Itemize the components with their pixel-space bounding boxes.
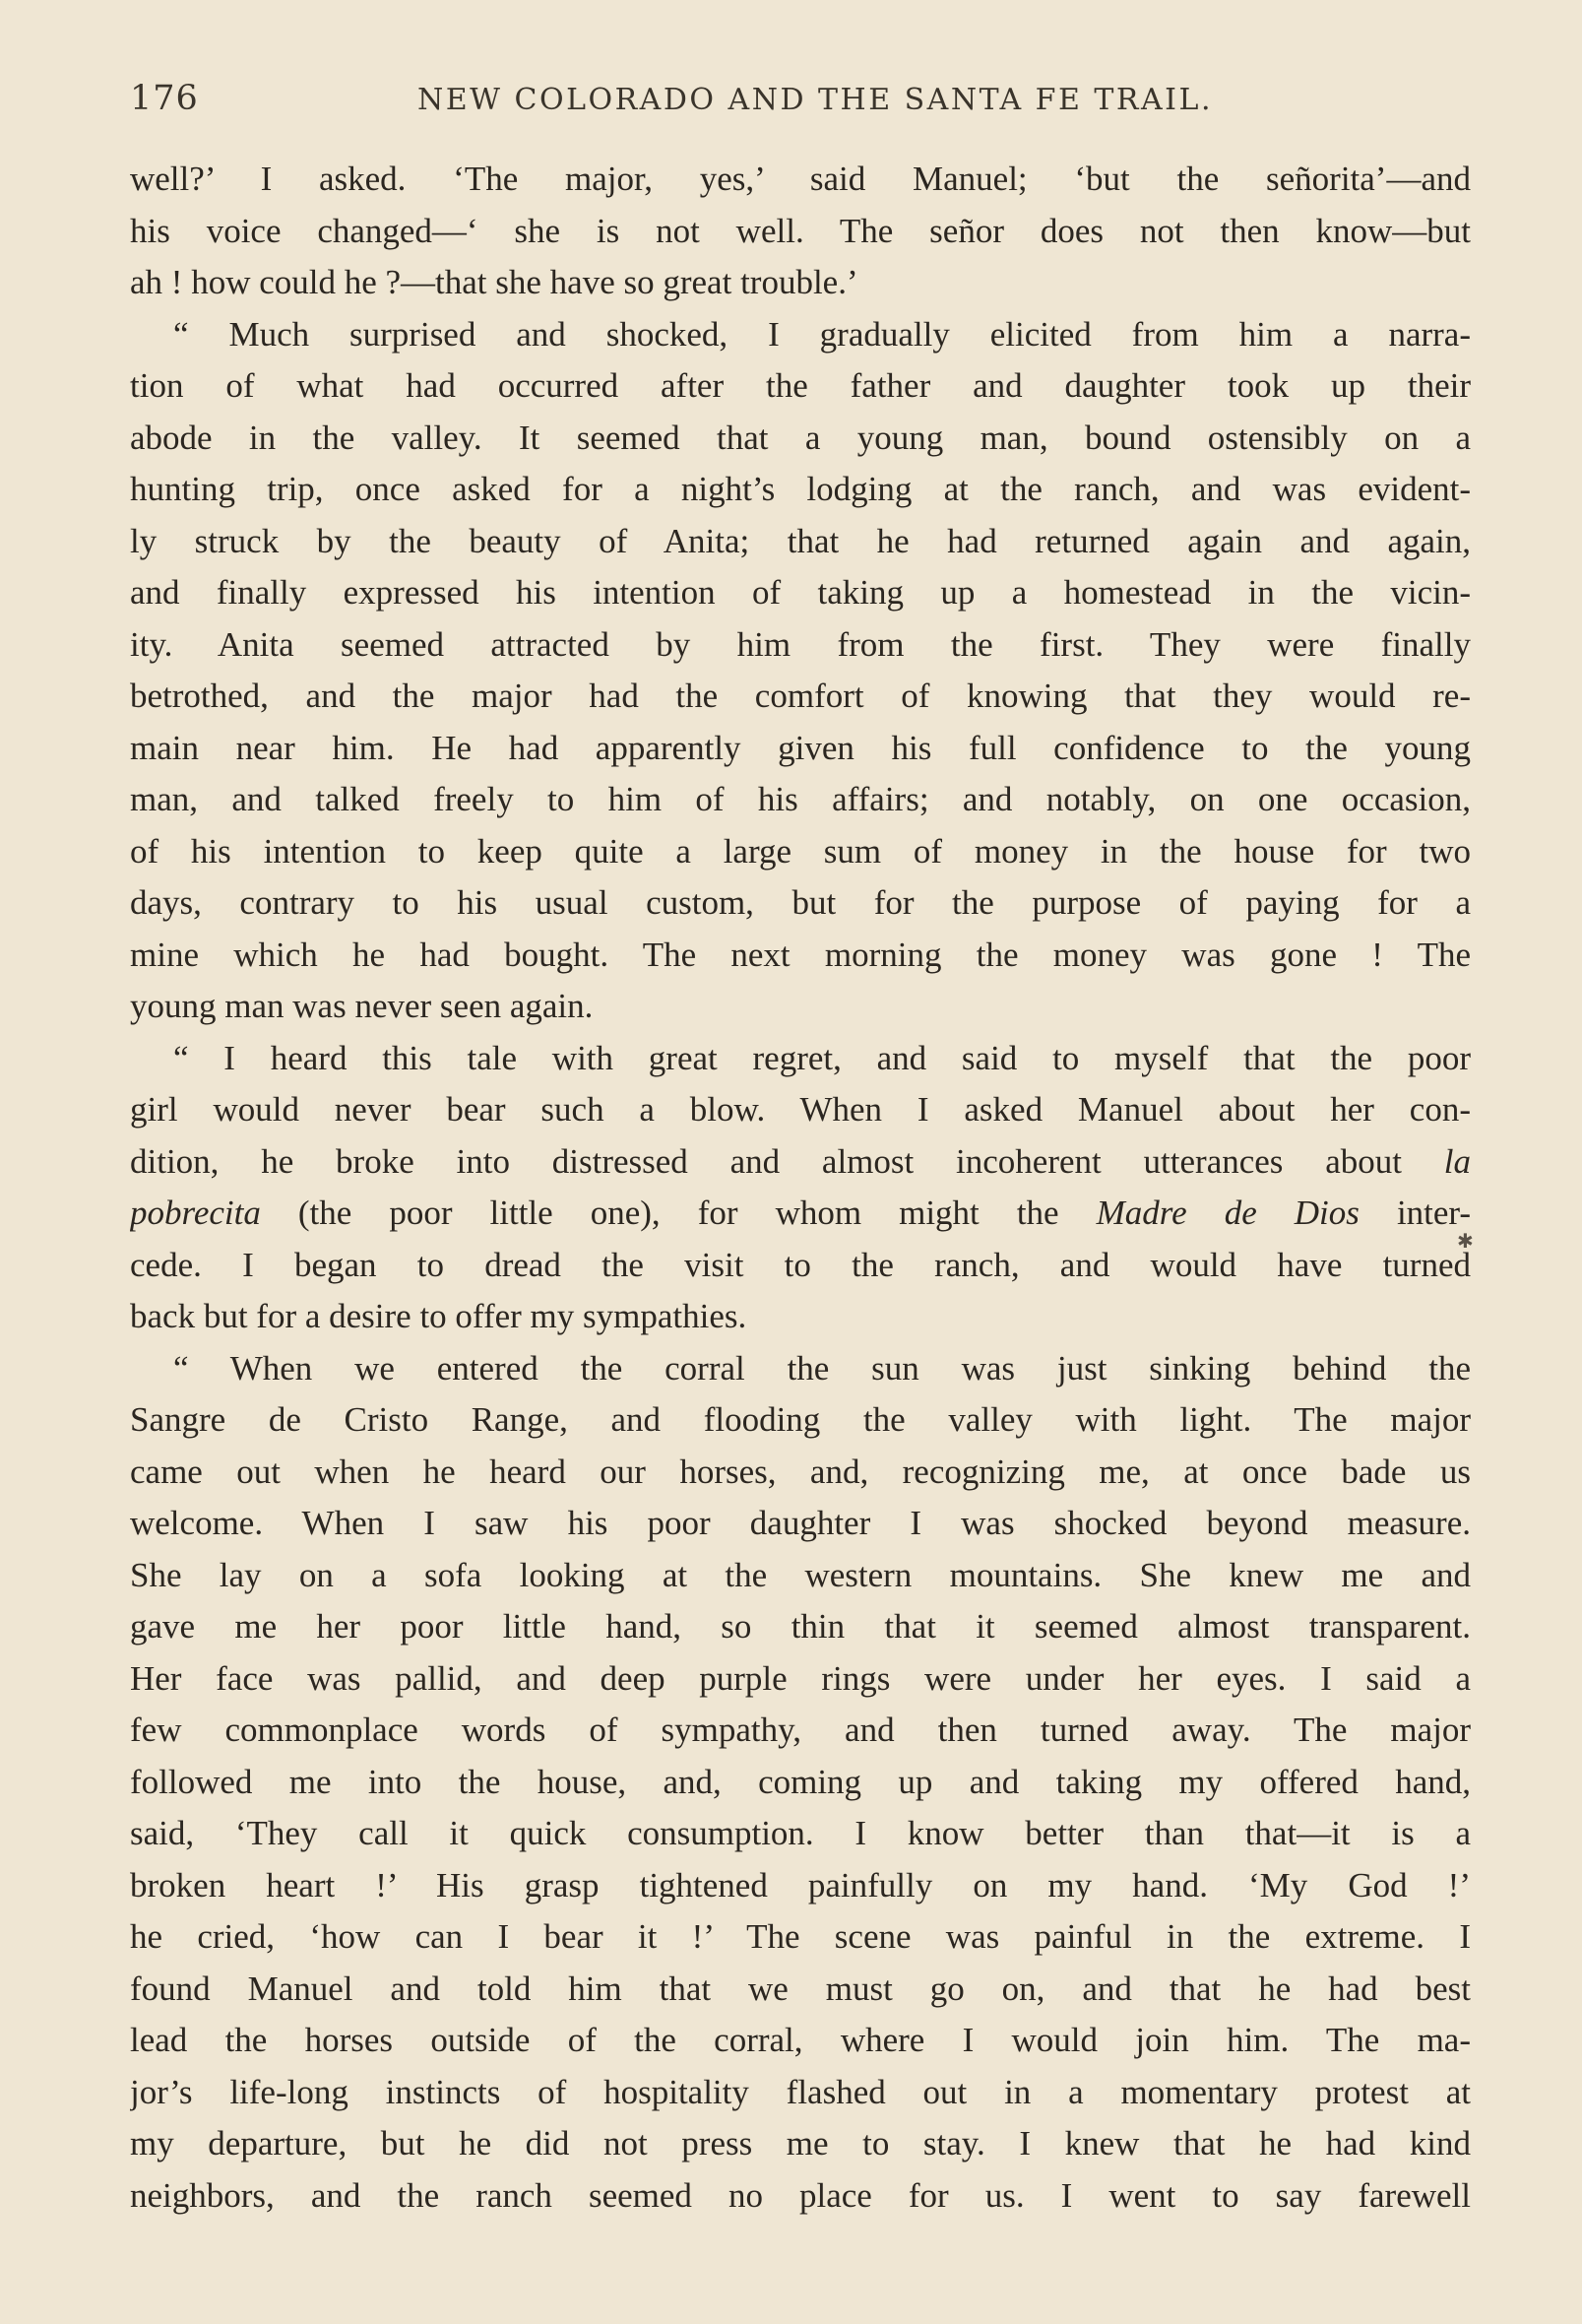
text-line: hunting trip, once asked for a night’s lodging at the ranch, and was evident- [130,470,1471,508]
text-line: ly struck by the beauty of Anita; that he had returned again and again, [130,521,1471,560]
text-line [130,1136,1471,1189]
text-line: his voice changed—‘ she is not well. The señor does not then know—but [130,211,1471,250]
text-line: gave me her poor little hand, so thin that it seemed almost transparent. [130,1607,1471,1646]
text-line: days, contrary to his usual custom, but for the purpose of paying for a [130,883,1471,922]
text-line: welcome. When I saw his poor daughter I was shocked beyond measure. [130,1504,1471,1542]
text-line: said, ‘They call it quick consumption. I know better than that—it is a [130,1814,1471,1852]
text-line: betrothed, and the major had the comfort of knowing that they would re- [130,677,1471,715]
text-line: mine which he had bought. The next morning the money was gone ! The [130,935,1471,974]
italic-segment: pobrecita [130,1194,261,1232]
text-line: abode in the valley. It seemed that a young man, bound ostensibly on a [130,418,1471,457]
page-header [130,79,1471,128]
text-line: main near him. He had apparently given his full confidence to the young [130,728,1471,767]
text-line: young man was never seen again. [130,987,594,1025]
text-line: ah ! how could he ?—that she have so great trouble.’ [130,263,858,301]
text-segment: dition, he broke into distressed and almost incoherent utterances about [130,1141,1402,1181]
text-line: girl would never bear such a blow. When I asked Manuel about her con- [130,1090,1471,1129]
text-line: well?’ I asked. ‘The major, yes,’ said Manuel; ‘but the señorita’—and [130,160,1471,198]
text-line: and finally expressed his intention of taking up a homestead in the vicin- [130,573,1471,612]
text-line: jor’s life-long instincts of hospitality flashed out in a momentary protest at [130,2072,1471,2111]
text-line: he cried, ‘how can I bear it !’ The scene was painful in the extreme. I [130,1917,1471,1956]
text-line: “ When we entered the corral the sun was just sinking behind the [173,1348,1471,1388]
text-line: found Manuel and told him that we must go on, and that he had best [130,1969,1471,2008]
running-title: NEW COLORADO AND THE SANTA FE TRAIL. [417,83,1213,117]
text-segment: inter- [1396,1194,1471,1232]
text-line [130,1188,1471,1240]
text-line: came out when he heard our horses, and, recognizing me, at once bade us [130,1452,1471,1491]
text-line: broken heart !’ His grasp tightened painfully on my hand. ‘My God !’ [130,1865,1471,1904]
text-line: my departure, but he did not press me to stay. I knew that he had kind [130,2124,1471,2163]
body-text [130,154,1471,2222]
text-line: Sangre de Cristo Range, and flooding the valley with light. The major [130,1400,1471,1439]
text-line: ity. Anita seemed attracted by him from the first. They were finally [130,624,1471,664]
text-line: Her face was pallid, and deep purple rings were under her eyes. I said a [130,1658,1471,1698]
margin-speck-icon: ✱ [1457,1229,1474,1253]
italic-segment: Madre de Dios [1096,1194,1360,1232]
text-segment: (the poor little one), for whom might the [297,1194,1059,1232]
text-line: tion of what had occurred after the father and daughter took up their [130,366,1471,405]
text-line: back but for a desire to offer my sympathies. [130,1297,747,1335]
text-line: lead the horses outside of the corral, where I would join him. The ma- [130,2021,1471,2059]
page-number: 176 [130,79,199,118]
text-line: She lay on a sofa looking at the western mountains. She knew me and [130,1555,1471,1594]
text-line: followed me into the house, and, coming up and taking my offered hand, [130,1762,1471,1801]
text-line: “ I heard this tale with great regret, and said to myself that the poor [173,1038,1471,1077]
text-line: of his intention to keep quite a large sum of money in the house for two [130,831,1471,871]
text-line: “ Much surprised and shocked, I gradually elicited from him a narra- [173,314,1471,354]
text-line: few commonplace words of sympathy, and then turned away. The major [130,1711,1471,1749]
text-line: cede. I began to dread the visit to the ranch, and would have turned [130,1245,1471,1284]
text-line: neighbors, and the ranch seemed no place for us. I went to say farewell [130,2175,1471,2215]
italic-segment: la [1443,1141,1471,1181]
text-line: man, and talked freely to him of his affairs; and notably, on one occasion, [130,780,1471,818]
